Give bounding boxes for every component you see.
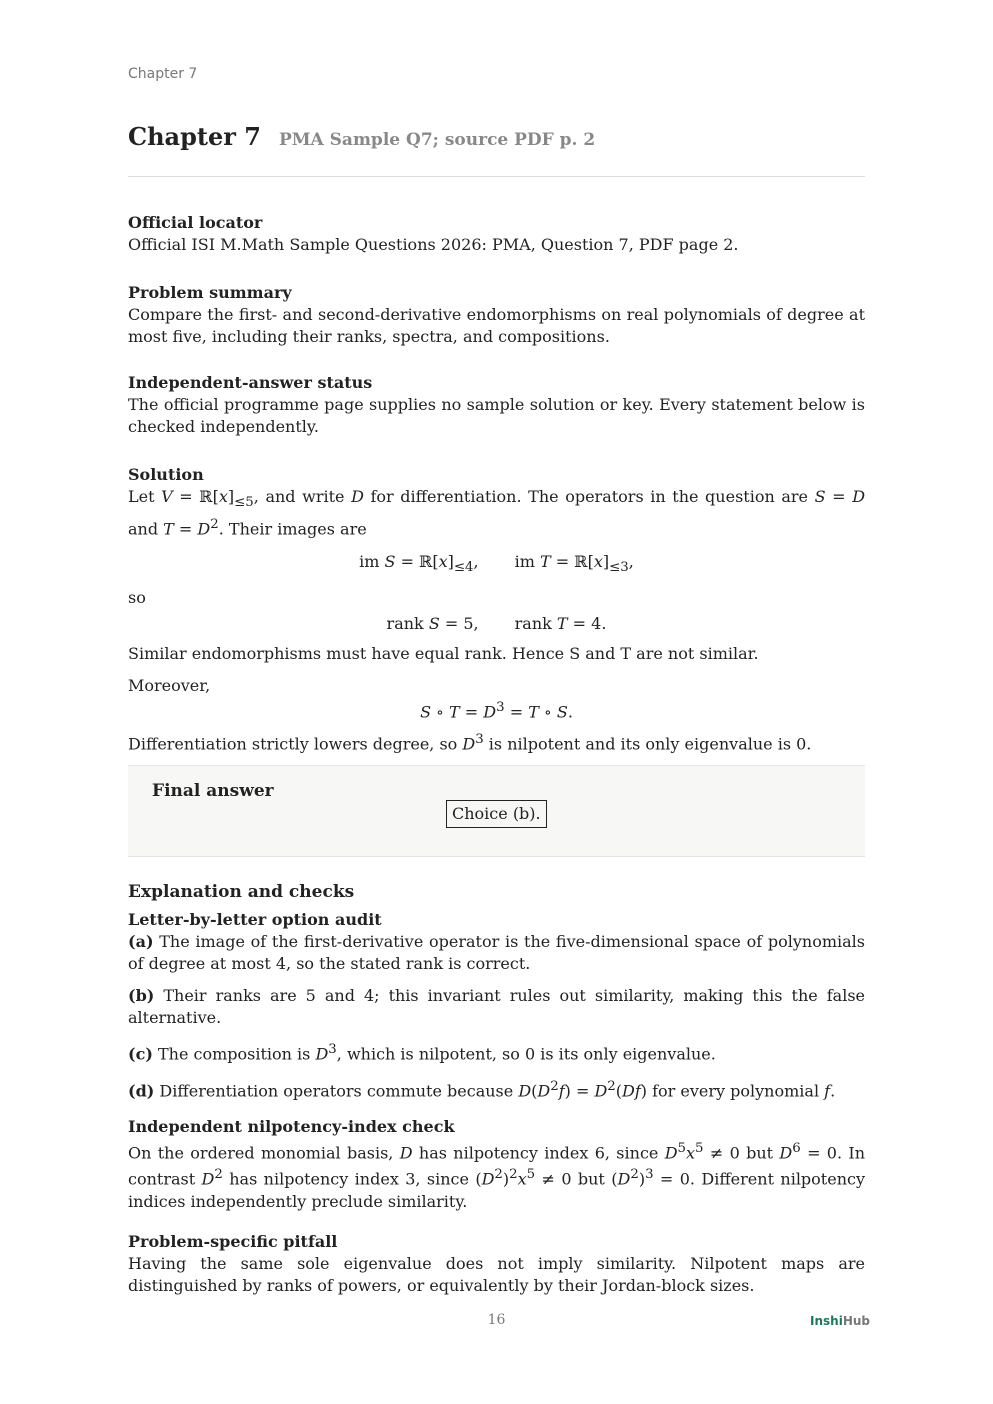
- display-composition: S ∘ $T = D^3 = T$ ∘ S.: [420, 699, 573, 722]
- option-d: (d) Differentiation operators commute because $D(D^2f) = D^2(Df)$ for every polynomial f.: [128, 1078, 836, 1101]
- chapter-subtitle: PMA Sample Q7; source PDF p. 2: [278, 130, 596, 150]
- option-label: (c): [128, 1044, 153, 1064]
- option-a: [128, 931, 865, 975]
- final-answer-box: [128, 765, 865, 857]
- solution-similar: Similar endomorphisms must have equal rank. Hence S and T are not similar.: [128, 643, 759, 663]
- section-status: [128, 372, 865, 438]
- pitfall-text: Having the same sole eigenvalue does not imply similarity. Nilpotent maps are distinguished by ranks of powers, or equivalently by their Jordan-block sizes.: [128, 1253, 865, 1295]
- running-head: Chapter 7: [128, 66, 198, 82]
- solution-moreover: Moreover,: [128, 675, 211, 695]
- option-c: (c) The composition is $D^3$, which is nilpotent, so 0 is its only eigenvalue.: [128, 1042, 716, 1064]
- nilpotency-text: On the ordered monomial basis, D has nilpotency index 6, since $D^5x^5 \ne 0$ but $D^6 = 0$. In contrast $D^2$ has nilpotency index 3, since $(D^2)^2x^5 \ne 0$ but $(D^2)^3 = 0$. Different nilpotency indices independently preclude similarity.: [128, 1141, 866, 1211]
- main-content: [128, 212, 865, 1297]
- section-heading: Independent-answer status: [128, 373, 373, 392]
- section-heading: Official locator: [128, 213, 263, 232]
- option-text: The image of the first-derivative operator is the five-dimensional space of polynomials of degree at most 4, so the stated rank is correct.: [128, 932, 865, 974]
- brand-logo: InshiHub: [810, 1314, 870, 1328]
- solution-nilpotent: Differentiation strictly lowers degree, so $D^3$ is nilpotent and its only eigenvalue is 0.: [128, 732, 812, 754]
- section-solution: [128, 464, 865, 755]
- solution-intro: Let $V = ℝ[x]_{\le 5}$, and write D for differentiation. The operators in the question are S = D and $T = D^2$. Their images are: [128, 487, 866, 539]
- pitfall-heading: Problem-specific pitfall: [128, 1231, 338, 1251]
- section-locator: [128, 212, 865, 256]
- audit-heading: Letter-by-letter option audit: [128, 910, 382, 930]
- nilpotency-heading: Independent nilpotency-index check: [128, 1117, 455, 1137]
- option-b: [128, 985, 865, 1029]
- chapter-number: Chapter 7: [128, 122, 261, 151]
- section-text: Compare the first- and second-derivative endomorphisms on real polynomials of degree at most five, including their ranks, spectra, and compositions.: [128, 305, 865, 346]
- title-divider: [128, 176, 865, 177]
- chapter-title: [128, 122, 865, 151]
- solution-so: so: [128, 587, 146, 607]
- option-text: Their ranks are 5 and 4; this invariant rules out similarity, making this the false alternative.: [128, 986, 865, 1028]
- final-answer-heading: Final answer: [152, 781, 274, 802]
- display-ranks: rank S = 5, rank T = 4.: [386, 613, 607, 633]
- option-label: (b): [128, 986, 155, 1006]
- section-summary: [128, 282, 865, 348]
- section-heading: Solution: [128, 465, 204, 484]
- section-text: The official programme page supplies no sample solution or key. Every statement below is checked independently.: [128, 395, 865, 436]
- section-heading: Explanation and checks: [128, 882, 355, 903]
- final-answer-value: Choice (b).: [446, 800, 547, 828]
- option-label: (d): [128, 1081, 155, 1101]
- option-label: (a): [128, 932, 154, 952]
- section-text: Official ISI M.Math Sample Questions 2026: PMA, Question 7, PDF page 2.: [128, 235, 739, 254]
- display-images: im $S = ℝ[x]_{\le 4}$, im $T = ℝ[x]_{\le 3}$,: [359, 551, 634, 575]
- page-number: 16: [487, 1312, 506, 1328]
- section-heading: Problem summary: [128, 283, 292, 302]
- section-checks: [128, 881, 865, 1296]
